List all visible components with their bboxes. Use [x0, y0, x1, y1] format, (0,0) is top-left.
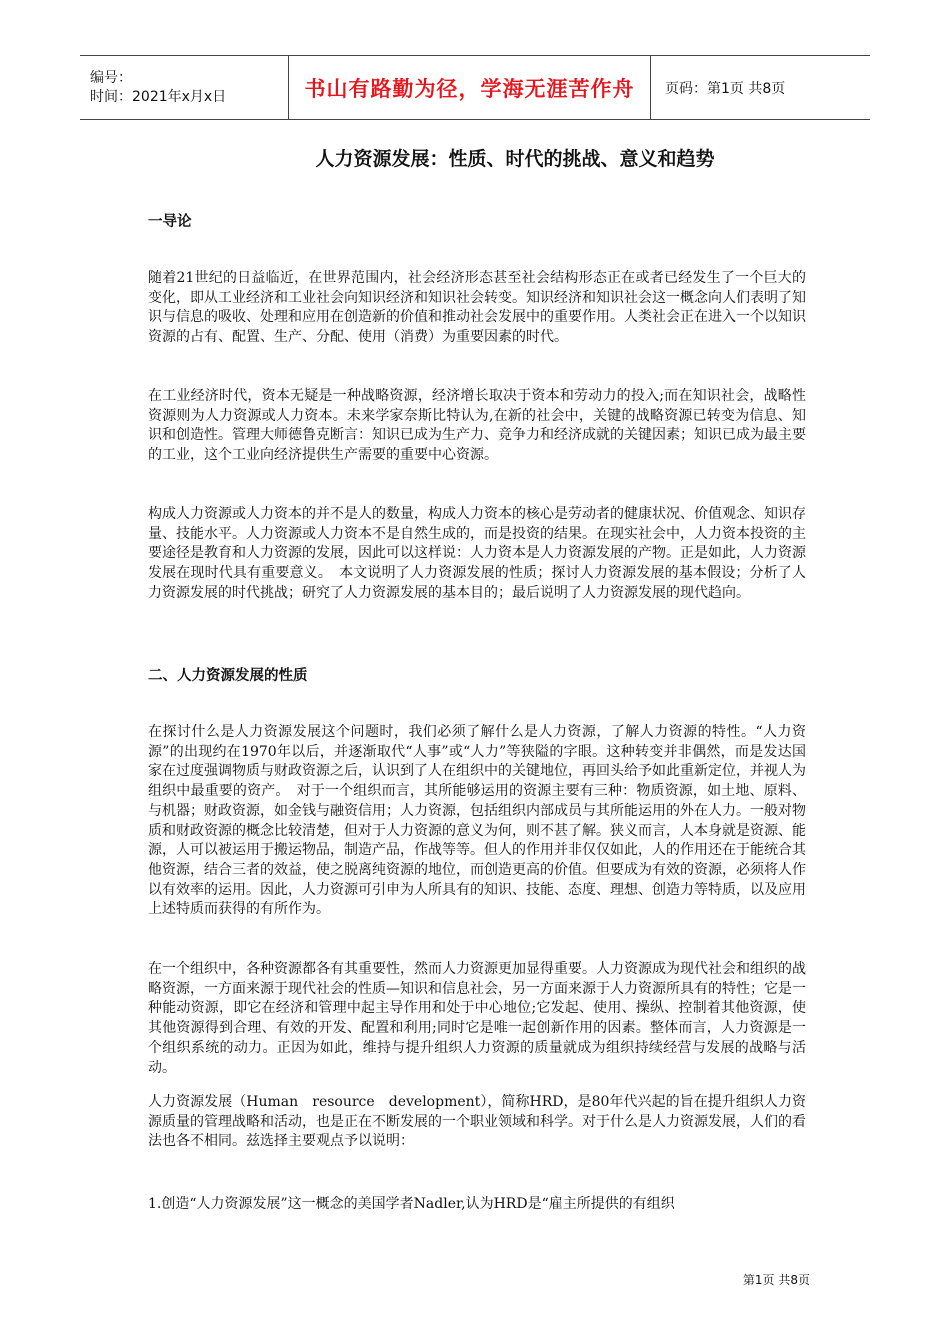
- paragraph-5: 在一个组织中，各种资源都各有其重要性，然而人力资源更加显得重要。人力资源成为现代社会和组织的战略资源，一方面来源于现代社会的性质—知识和信息社会，另一方面来源于人力资源所具有的特性；它是一种能动资源，即它在经济和管理中起主导作用和处于中心地位;它发起、使用、操纵、控制着其他资源，使其他资源得到合理、有效的开发、配置和利用;同时它是唯一起创新作用的因素。整体而言，人力资源是一个组织系统的动力。正因为如此，维持与提升组织人力资源的质量就成为组织持续经营与发展的战略与活动。: [148, 961, 806, 1076]
- number-label: 编号：: [90, 69, 132, 86]
- time-label: 时间：2021年x月x日: [90, 88, 227, 105]
- page-footer: 第1页 共8页: [742, 1273, 810, 1287]
- section-heading-nature: 二、人力资源发展的性质: [148, 668, 308, 684]
- header-motto: 书山有路勤为径，学海无涯苦作舟: [289, 56, 651, 119]
- paragraph-7: 1.创造“人力资源发展”这一概念的美国学者Nadler,认为HRD是“雇主所提供的有组织: [148, 1196, 675, 1212]
- header-meta: [80, 56, 289, 119]
- paragraph-1: 随着21世纪的日益临近，在世界范围内，社会经济形态甚至社会结构形态正在或者已经发生了一个巨大的变化，即从工业经济和工业社会向知识经济和知识社会转变。知识经济和知识社会这一概念向人们表明了知识与信息的吸收、处理和应用在创造新的价值和推动社会发展中的重要作用。人类社会正在进入一个以知识资源的占有、配置、生产、分配、使用（消费）为重要因素的时代。: [148, 270, 806, 346]
- paragraph-4: 在探讨什么是人力资源发展这个问题时，我们必须了解什么是人力资源，了解人力资源的特性。“人力资源”的出现约在1970年以后，并逐渐取代“人事”或“人力”等狭隘的字眼。这种转变并非偶然，而是发达国家在过度强调物质与财政资源之后，认识到了人在组织中的关键地位，再回头给予如此重新定位，并视人为组织中最重要的资产。 对于一个组织而言，其所能够运用的资源主要有三种：物质资源，如土地、原料、与机器；财政资源，如金钱与融资信用；人力资源，包括组织内部成员与其所能运用的外在人力。一般对物质和财政资源的概念比较清楚，但对于人力资源的意义为何，则不甚了解。狭义而言，人本身就是资源、能源，人可以被运用于搬运物品，制造产品，作战等等。但人的作用并非仅仅如此，人的作用还在于能统合其他资源，结合三者的效益，使之脱离纯资源的地位，而创造更高的价值。但要成为有效的资源，必须将人作以有效率的运用。因此，人力资源可引申为人所具有的知识、技能、态度、理想、创造力等特质，以及应用上述特质而获得的有所作为。: [148, 724, 806, 918]
- paragraph-6: 人力资源发展（Human resource development），简称HRD，是80年代兴起的旨在提升组织人力资源质量的管理战略和活动，也是正在不断发展的一个职业领域和科学。对于什么是人力资源发展，人们的看法也各不相同。兹选择主要观点予以说明：: [148, 1094, 806, 1150]
- section-heading-intro: 一导论: [148, 214, 192, 230]
- document-title: 人力资源发展：性质、时代的挑战、意义和趋势: [315, 148, 715, 170]
- page-header: [80, 55, 870, 120]
- header-page-info: 页码：第1页 共8页: [665, 80, 786, 97]
- paragraph-2: 在工业经济时代，资本无疑是一种战略资源，经济增长取决于资本和劳动力的投入;而在知识社会，战略性资源则为人力资源或人力资本。未来学家奈斯比特认为,在新的社会中，关键的战略资源已转变为信息、知识和创造性。管理大师德鲁克断言：知识已成为生产力、竞争力和经济成就的关键因素；知识已成为最主要的工业，这个工业向经济提供生产需要的重要中心资源。: [148, 388, 806, 464]
- paragraph-3: 构成人力资源或人力资本的并不是人的数量，构成人力资本的核心是劳动者的健康状况、价值观念、知识存量、技能水平。人力资源或人力资本不是自然生成的，而是投资的结果。在现实社会中，人力资本投资的主要途径是教育和人力资源的发展，因此可以这样说：人力资本是人力资源发展的产物。正是如此，人力资源发展在现时代具有重要意义。 本文说明了人力资源发展的性质；探讨人力资源发展的基本假设；分析了人力资源发展的时代挑战；研究了人力资源发展的基本目的；最后说明了人力资源发展的现代趋向。: [148, 506, 806, 601]
